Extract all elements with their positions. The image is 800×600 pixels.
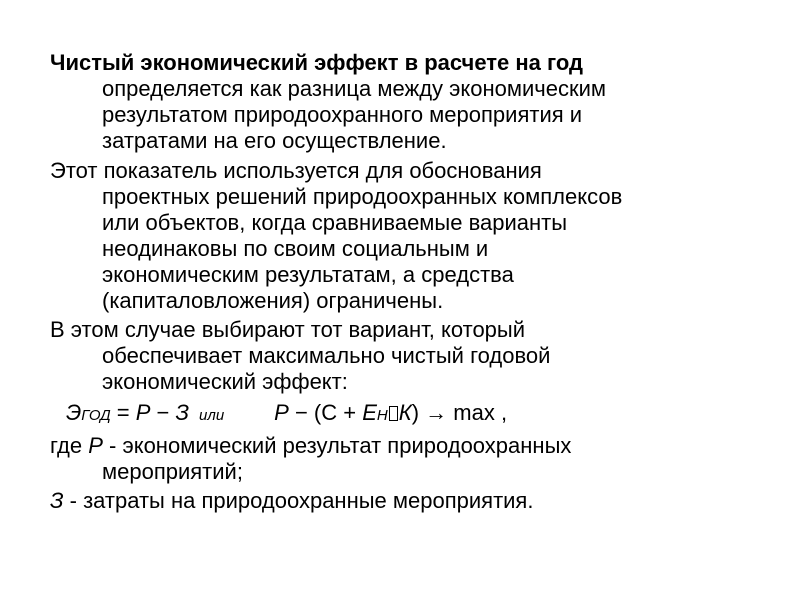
- paragraph-line: экономическим результатам, а средства: [102, 262, 514, 287]
- paragraph-first-line: [50, 488, 750, 514]
- formula-operator: =: [110, 400, 136, 425]
- paragraph-line: обеспечивает максимально чистый годовой: [102, 343, 551, 368]
- paragraph-line: результатом природоохранного мероприятия и: [102, 102, 583, 127]
- paragraph-first-line: В этом случае выбирают тот вариант, который: [50, 317, 526, 342]
- definition-p: - экономический результат природоохранных: [102, 433, 572, 458]
- paragraph-line: неодинаковы по своим социальным и: [102, 236, 489, 261]
- formula-symbol-p: Р: [88, 433, 103, 458]
- paragraph-first-line: [50, 433, 750, 459]
- formula-word-ili: или: [199, 407, 225, 424]
- term-net-economic-effect: Чистый экономический эффект в расчете на год: [50, 50, 584, 75]
- formula-symbol-z: З: [175, 400, 190, 425]
- paragraph-line: экономический эффект:: [102, 369, 348, 394]
- paragraph-variant-choice: [50, 317, 750, 395]
- paragraph-line: определяется как разница между экономическим: [102, 76, 607, 101]
- formula-symbol-k: К: [398, 400, 412, 425]
- formula-subscript-n: Н: [376, 407, 388, 424]
- paragraph-line: проектных решений природоохранных комплексов: [102, 184, 623, 209]
- formula-net-annual-effect: [66, 398, 507, 431]
- formula-operator: −: [150, 400, 176, 425]
- formula-symbol-p: Р: [135, 400, 151, 425]
- formula-symbol-e: Э: [66, 400, 82, 425]
- missing-glyph-box-icon: [389, 406, 398, 421]
- text-where: где: [50, 433, 89, 458]
- formula-symbol-e-n: Е: [362, 400, 377, 425]
- formula-symbol-z: З: [50, 488, 64, 513]
- formula-symbol-p: Р: [274, 400, 289, 425]
- formula-expression: ) → max ,: [411, 400, 508, 425]
- paragraph-line: (капиталовложения) ограничены.: [102, 288, 444, 313]
- paragraph-where-z: [50, 488, 750, 514]
- definition-z: - затраты на природоохранные мероприятия.: [63, 488, 534, 513]
- paragraph-line: мероприятий;: [102, 459, 243, 484]
- paragraph-net-effect-definition: [50, 50, 750, 154]
- formula-subscript-god: ГОД: [81, 407, 111, 424]
- paragraph-first-line: Этот показатель используется для обоснования: [50, 158, 542, 183]
- formula-expression: − (С +: [288, 400, 363, 425]
- paragraph-indicator-usage: [50, 158, 750, 314]
- paragraph-line: затратами на его осуществление.: [102, 128, 447, 153]
- paragraph-line: или объектов, когда сравниваемые варианты: [102, 210, 568, 235]
- paragraph-where-p: [50, 433, 750, 485]
